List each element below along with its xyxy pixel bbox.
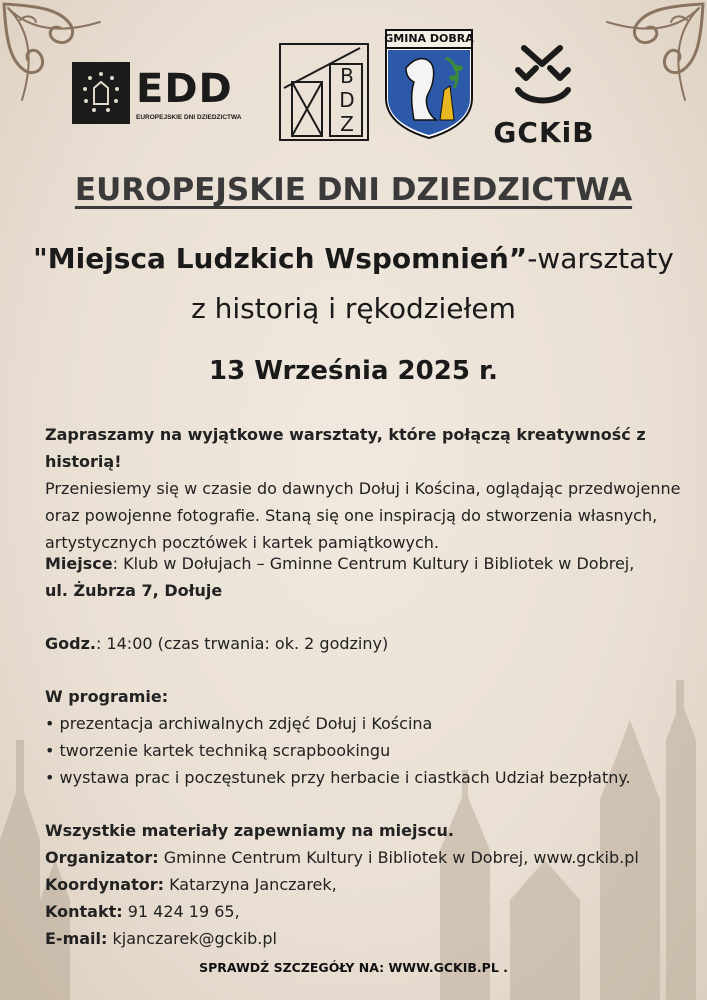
bdz-letter-d: D	[339, 88, 355, 112]
place-section	[45, 550, 685, 604]
place-label: Miejsce	[45, 554, 113, 573]
event-type: -warsztaty	[527, 242, 674, 275]
event-name: "Miejsca Ludzkich Wspomnień”	[33, 242, 528, 275]
logo-bar	[0, 28, 707, 148]
list-item: • wystawa prac i poczęstunek przy herbacie i ciastkach Udział bezpłatny.	[45, 764, 685, 791]
bdz-logo	[278, 42, 370, 142]
event-date: 13 Września 2025 r.	[209, 356, 498, 386]
coordinator-label: Koordynator:	[45, 875, 164, 894]
edd-logo	[72, 62, 252, 128]
event-subtitle	[0, 234, 707, 334]
eu-stars-icon	[72, 62, 130, 124]
program-list	[45, 710, 685, 791]
email-label: E-mail:	[45, 929, 108, 948]
gckib-wordmark: GCKiB	[493, 116, 595, 149]
list-item: • tworzenie kartek techniką scrapbookingu	[45, 737, 685, 764]
gmina-dobra-label: GMINA DOBRA	[384, 32, 474, 45]
coordinator-value: Katarzyna Janczarek,	[164, 875, 337, 894]
edd-caption: EUROPEJSKIE DNI DZIEDZICTWA	[136, 114, 242, 121]
bdz-letter-b: B	[340, 64, 354, 88]
materials-note: Wszystkie materiały zapewniamy na miejscu.	[45, 821, 454, 840]
email-value: kjanczarek@gckib.pl	[107, 929, 277, 948]
info-section	[45, 817, 685, 952]
intro-paragraph	[45, 421, 685, 556]
intro-text: Przeniesiemy się w czasie do dawnych Dołuj i Kościna, oglądając przedwojenne oraz powojenne fotografie. Staną się one inspiracją do stworzenia własnych, artystycznych pocztówek i kartek pamiątkowych.	[45, 479, 681, 552]
intro-lead: Zapraszamy na wyjątkowe warsztaty, które połączą kreatywność z historią!	[45, 425, 646, 471]
organizer-value: Gminne Centrum Kultury i Bibliotek w Dobrej, www.gckib.pl	[158, 848, 639, 867]
page-title: EUROPEJSKIE DNI DZIEDZICTWA	[74, 172, 633, 208]
list-item: • prezentacja archiwalnych zdjęć Dołuj i Kościna	[45, 710, 685, 737]
event-subtitle-line2: z historią i rękodziełem	[191, 292, 516, 325]
gckib-logo	[484, 42, 604, 149]
gckib-symbol-icon	[484, 42, 604, 116]
place-value: : Klub w Dołujach – Gminne Centrum Kultury i Bibliotek w Dobrej,	[112, 554, 635, 573]
footer-note: SPRAWDŹ SZCZEGÓŁY NA: WWW.GCKIB.PL .	[199, 960, 508, 975]
contact-value: 91 424 19 65,	[122, 902, 240, 921]
edd-letters: EDD	[136, 66, 233, 112]
time-label: Godz.	[45, 634, 96, 653]
organizer-label: Organizator:	[45, 848, 159, 867]
time-section	[45, 630, 685, 657]
contact-label: Kontakt:	[45, 902, 123, 921]
bdz-letter-z: Z	[340, 112, 354, 136]
time-value: : 14:00 (czas trwania: ok. 2 godziny)	[95, 634, 389, 653]
place-address: ul. Żubrza 7, Dołuje	[45, 581, 223, 600]
gmina-dobra-coat-of-arms	[384, 28, 474, 140]
program-section	[45, 683, 685, 791]
program-title: W programie:	[45, 687, 169, 706]
